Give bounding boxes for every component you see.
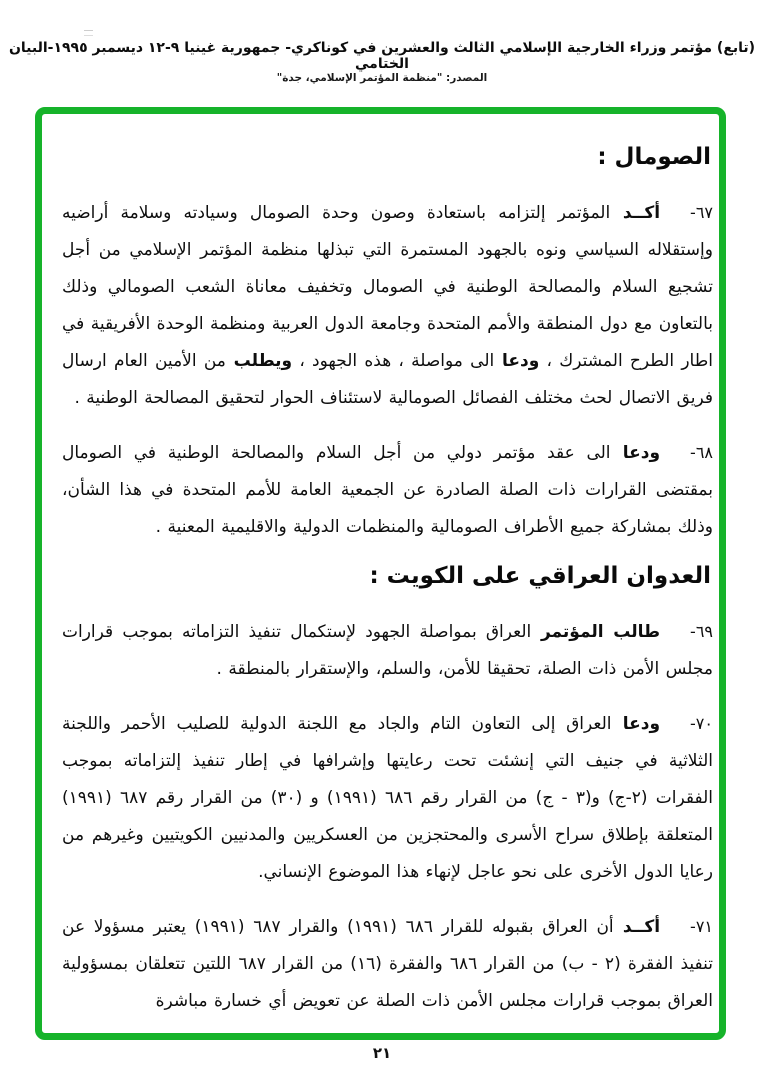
text-run: المؤتمر إلتزامه باستعادة وصون وحدة الصومال وسيادته وسلامة أراضيه وإستقلاله السياسي ونوه بالجهود المستمرة التي تبذلها منظمة المؤتمر الإسلامي من أجل تشجيع السلام والمصالحة الوطنية في الصومال وتخفيف معاناة الشعب الصومالي وذلك بالتعاون مع دول المنطقة والأمم المتحدة وجامعة الدول العربية ومنظمة الوحدة الأفريقية في اطار الطرح المشترك ، bbox=[62, 203, 713, 371]
text-run: من الأمين العام ارسال فريق الاتصال لحث مختلف الفصائل الصومالية لاستئناف الحوار لتحقيق المصالحة الوطنية . bbox=[62, 351, 713, 408]
bold-text-run: ودعا bbox=[611, 714, 661, 734]
document-content bbox=[62, 144, 713, 1020]
paragraph-number: ٦٨- bbox=[690, 443, 713, 462]
paragraph-number: ٦٩- bbox=[690, 622, 713, 641]
scan-artifact bbox=[84, 30, 93, 36]
text-run: الى عقد مؤتمر دولي من أجل السلام والمصالحة الوطنية في الصومال بمقتضى القرارات ذات الصلة الصادرة عن الجمعية العامة للأمم المتحدة في هذا الشأن، وذلك بمشاركة جميع الأطراف الصومالية والمنظمات الدولية والاقليمية المعنية . bbox=[62, 443, 713, 537]
text-run: العراق إلى التعاون التام والجاد مع اللجنة الدولية للصليب الأحمر واللجنة الثلاثية في جنيف التي إنشئت تحت رعايتها وإشرافها في إطار تنفيذ إلتزاماته بموجب الفقرات (٢-ج) و(٣ - ج) من القرار رقم ٦٨٦ (١٩٩١) و (٣٠) من القرار رقم ٦٨٧ (١٩٩١) المتعلقة بإطلاق سراح الأسرى والمحتجزين من العسكريين والمدنيين الكويتيين وغيرهم من رعايا الدول الأخرى على نحو عاجل لإنهاء هذا الموضوع الإنساني. bbox=[62, 714, 713, 882]
highlight-border-box bbox=[35, 107, 726, 1040]
paragraph-number: ٧٠- bbox=[690, 714, 713, 733]
bold-text-run: ودعا bbox=[494, 351, 540, 371]
paragraph bbox=[62, 908, 713, 1020]
bold-text-run: ويطلب bbox=[225, 351, 293, 371]
bold-text-run: ودعا bbox=[610, 443, 661, 463]
document-header-title: (تابع) مؤتمر وزراء الخارجية الإسلامي الثالث والعشرين في كوناكري- جمهورية غينيا ٩-١٢ ديسمبر ١٩٩٥-البيان الختامي bbox=[8, 40, 756, 72]
bold-text-run: أكــد bbox=[610, 203, 661, 223]
bold-text-run: طالب المؤتمر bbox=[531, 622, 661, 642]
text-run: الى مواصلة ، هذه الجهود ، bbox=[292, 351, 495, 371]
text-run: أن العراق بقبوله للقرار ٦٨٦ (١٩٩١) والقرار ٦٨٧ (١٩٩١) يعتبر مسؤولا عن تنفيذ الفقرة (٢ - ب) من القرار ٦٨٦ والفقرة (١٦) من القرار ٦٨٧ اللتين تتعلقان بمسؤولية العراق بموجب قرارات مجلس الأمن ذات الصلة عن تعويض أي خسارة مباشرة bbox=[62, 917, 714, 1011]
paragraph bbox=[62, 434, 713, 546]
section-heading: العدوان العراقي على الكويت : bbox=[369, 563, 711, 589]
page-number: ٢١ bbox=[372, 1044, 392, 1062]
paragraph-number: ٦٧- bbox=[690, 203, 713, 222]
paragraph bbox=[62, 194, 713, 417]
paragraph bbox=[62, 613, 713, 688]
paragraph bbox=[62, 705, 713, 891]
paragraph-number: ٧١- bbox=[690, 917, 713, 936]
bold-text-run: أكــد bbox=[613, 917, 661, 937]
section-heading: الصومال : bbox=[597, 144, 711, 170]
document-source-line: المصدر: "منظمة المؤتمر الإسلامي، جدة" bbox=[276, 72, 488, 84]
text-run: العراق بمواصلة الجهود لإستكمال تنفيذ التزاماته بموجب قرارات مجلس الأمن ذات الصلة، تحقيقا للأمن، والسلم، والإستقرار بالمنطقة . bbox=[62, 622, 713, 679]
